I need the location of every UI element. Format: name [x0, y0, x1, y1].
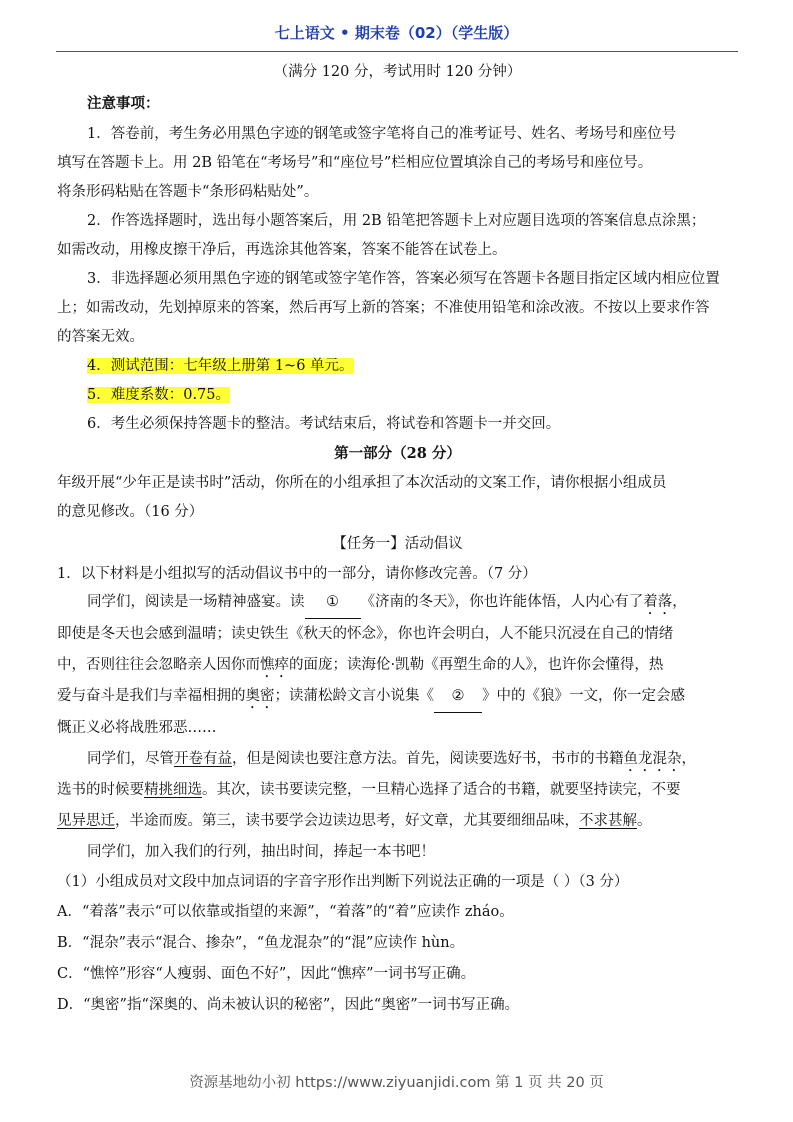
part1-heading: 第一部分（28 分）	[334, 445, 461, 462]
passage	[57, 587, 738, 868]
note-item-1-line-2: 填写在答题卡上。用 2B 铅笔在“考场号”和“座位号”栏相应位置填涂自己的考场号和座位号。	[57, 155, 653, 171]
part1-intro-line-1: 年级开展“少年正是读书时”活动，你所在的小组承担了本次活动的文案工作，请你根据小组成员	[57, 475, 667, 491]
underlined-buqiu: 不求甚解	[579, 813, 637, 829]
option-c: C．“憔悴”形容“人瘦弱、面色不好”，因此“憔瘁”一词书写正确。	[57, 966, 476, 982]
note-item-6: 6．考生必须保持答题卡的整洁。考试结束后，将试卷和答题卡一并交回。	[87, 416, 561, 432]
notes-heading: 注意事项：	[87, 95, 160, 112]
option-d: D．“奥密”指“深奥的、尚未被认识的秘密”，因此“奥密”一词书写正确。	[57, 997, 520, 1013]
passage-p1-line-2: 即使是冬天也会感到温晴；读史铁生《秋天的怀念》，你也许会明白，人不能只沉浸在自己的情绪	[57, 626, 674, 642]
dotted-word-aomi: 奥密	[245, 688, 275, 704]
passage-p2-line-1: 同学们，尽管开卷有益，但是阅读也要注意方法。首先，阅读要选好书，书市的书籍鱼龙混杂，	[87, 751, 696, 767]
note-item-2-line-2: 如需改动，用橡皮擦干净后，再选涂其他答案，答案不能答在试卷上。	[57, 242, 507, 258]
blank-2: ②	[434, 681, 482, 713]
passage-p3: 同学们，加入我们的行列，抽出时间，捧起一本书吧！	[87, 844, 435, 860]
page-footer: 资源基地幼小初 https://www.ziyuanjidi.com 第 1 页 共 20 页	[189, 1075, 604, 1091]
passage-p1-line-3: 中，否则往往会忽略亲人因你而憔瘁的面庞；读海伦·凯勒《再塑生命的人》，也许你会懂得，热	[57, 657, 664, 673]
highlight-difficulty: 5．难度系数：0.75。	[87, 387, 231, 403]
underlined-kaijuan: 开卷有益	[174, 751, 232, 767]
note-item-2-line-1: 2．作答选择题时，选出每小题答案后，用 2B 铅笔把答题卡上对应题目选项的答案信息点涂黑；	[87, 213, 706, 229]
note-item-3-line-1: 3．非选择题必须用黑色字迹的钢笔或签字笔作答，答案必须写在答题卡各题目指定区域内相应位置	[87, 271, 720, 287]
passage-p2-line-2: 选书的时候要精挑细选。其次，读书要读完整，一旦精心选择了适合的书籍，就要坚持读完，不要	[57, 782, 681, 798]
note-item-4	[57, 352, 738, 381]
score-time-note: （满分 120 分，考试用时 120 分钟）	[273, 64, 522, 80]
sub-question-1-stem: （1）小组成员对文段中加点词语的字音字形作出判断下列说法正确的一项是（ ）（3 分）	[57, 874, 629, 890]
passage-p1-line-1: 同学们，阅读是一场精神盛宴。读 ① 《济南的冬天》，你也许能体悟，人内心有了着落，	[57, 587, 738, 619]
page-header-title: 七上语文 • 期末卷（02）（学生版）	[274, 24, 519, 42]
task1-heading: 【任务一】活动倡议	[332, 536, 463, 552]
highlight-test-scope: 4．测试范围：七年级上册第 1~6 单元。	[87, 358, 354, 374]
dotted-word-zhuoluo: 着落	[643, 594, 673, 610]
note-item-1-line-3: 将条形码粘贴在答题卡“条形码粘贴处”。	[57, 184, 319, 200]
passage-p1-line-5: 慨正义必将战胜邪恶……	[57, 720, 217, 736]
note-item-3-line-2: 上；如需改动，先划掉原来的答案，然后再写上新的答案；不准使用铅笔和涂改液。不按以上要求作答	[57, 300, 710, 316]
passage-p1-line-4: 爱与奋斗是我们与幸福相拥的奥密；读蒲松龄文言小说集《 ② 》中的《狼》一文，你一定会感	[57, 681, 738, 713]
option-b: B．“混杂”表示“混合、掺杂”，“鱼龙混杂”的“混”应读作 hùn。	[57, 935, 465, 951]
note-item-3-line-3: 的答案无效。	[57, 329, 144, 345]
underlined-jingtiao: 精挑细选	[144, 782, 202, 798]
header-divider	[56, 51, 738, 52]
part1-intro-line-2: 的意见修改。（16 分）	[57, 504, 204, 520]
blank-1: ①	[305, 587, 361, 619]
passage-p2-line-3: 见异思迁，半途而废。第三，读书要学会边读边思考，好文章，尤其要细细品味，不求甚解。	[57, 813, 652, 829]
option-a: A．“着落”表示“可以依靠或指望的来源”，“着落”的“着”应读作 zháo。	[57, 904, 514, 920]
underlined-jianyi: 见异思迁	[57, 813, 115, 829]
page-content	[57, 62, 738, 1021]
question-1-stem: 1．以下材料是小组拟写的活动倡议书中的一部分，请你修改完善。（7 分）	[57, 566, 537, 582]
dotted-word-qiaocui: 憔瘁	[260, 657, 289, 673]
notes-list	[57, 120, 738, 439]
dotted-word-hunza: 鱼龙混杂	[623, 751, 682, 767]
note-item-1-line-1: 1．答卷前，考生务必用黑色字迹的钢笔或签字笔将自己的准考证号、姓名、考场号和座位号	[87, 126, 677, 142]
note-item-5	[57, 381, 738, 410]
